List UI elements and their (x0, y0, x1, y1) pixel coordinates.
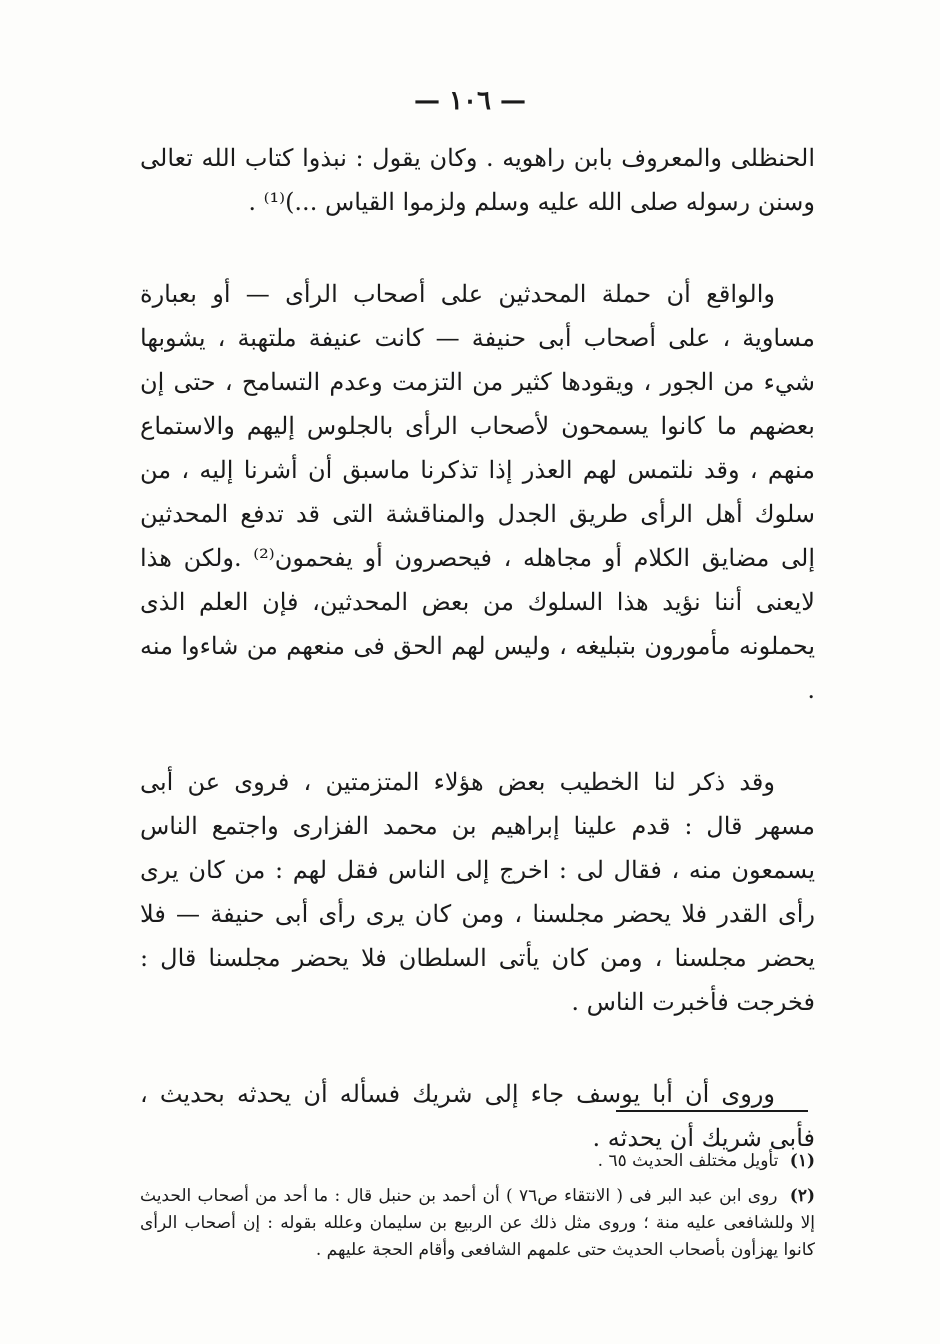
page-number: — ١٠٦ — (413, 86, 527, 116)
paragraph-khatib-report: وقد ذكر لنا الخطيب بعض هؤلاء المتزمتين ، فروى عن أبى مسهر قال : قدم علينا إبراهيم بن محمد الفزارى واجتمع الناس يسمعون منه ، فقال لى : اخرج إلى الناس فقل لهم : من كان يرى رأى القدر فلا يحضر مجلسنا ، ومن كان يرى رأى أبى حنيفة — فلا يحضر مجلسنا ، ومن كان يأتى السلطان فلا يحضر مجلسنا قال : فخرجت فأخبرت الناس . (140, 768, 815, 1016)
paragraph-abu-yusuf: وروى أن أبا يوسف جاء إلى شريك فسأله أن يحدثه بحديث ، فأبى شريك أن يحدثه . (140, 1080, 815, 1152)
paragraph-gap (140, 1024, 815, 1072)
footnote-marker: (٢) (789, 1186, 816, 1206)
paragraph-continuation: الحنظلى والمعروف بابن راهويه . وكان يقول : نبذوا كتاب الله تعالى وسنن رسوله صلى الله عليه وسلم ولزموا القياس ...)⁽¹⁾ . (140, 144, 815, 216)
paragraph-gap (140, 224, 815, 272)
footnotes (140, 1148, 815, 1272)
footnote-marker: (١) (789, 1151, 815, 1171)
footnote-text: تأويل مختلف الحديث ٦٥ . (597, 1151, 779, 1171)
main-text (140, 136, 815, 1160)
footnote-text: روى ابن عبد البر فى ( الانتقاء ص٧٦ ) أن أحمد بن حنبل قال : ما أحد من أصحاب الحديث إلا وللشافعى عليه منة ؛ وروى مثل ذلك عن الربيع بن سليمان وعلله بقوله : إن أصحاب الرأى كانوا يهزأون بأصحاب الحديث حتى علمهم الشافعى وأقام الحجة عليهم . (140, 1186, 815, 1260)
footnote-2 (140, 1183, 815, 1264)
footnote-divider (616, 1110, 808, 1112)
footnote-1 (140, 1148, 815, 1175)
paragraph-gap (140, 712, 815, 760)
paragraph-critique: والواقع أن حملة المحدثين على أصحاب الرأى — أو بعبارة مساوية ، على أصحاب أبى حنيفة — كانت عنيفة ملتهبة ، يشوبها شيء من الجور ، ويقودها كثير من التزمت وعدم التسامح ، حتى إن بعضهم ما كانوا يسمحون لأصحاب الرأى بالجلوس إليهم والاستماع منهم ، وقد نلتمس لهم العذر إذا تذكرنا ماسبق أن أشرنا إليه ، من سلوك أهل الرأى طريق الجدل والمناقشة التى قد تدفع المحدثين إلى مضايق الكلام أو مجاهله ، فيحصرون أو يفحمون⁽²⁾ .ولكن هذا لايعنى أننا نؤيد هذا السلوك من بعض المحدثين، فإن العلم الذى يحملونه مأمورون بتبليغه ، وليس لهم الحق فى منعهم من شاءوا منه . (140, 280, 815, 704)
